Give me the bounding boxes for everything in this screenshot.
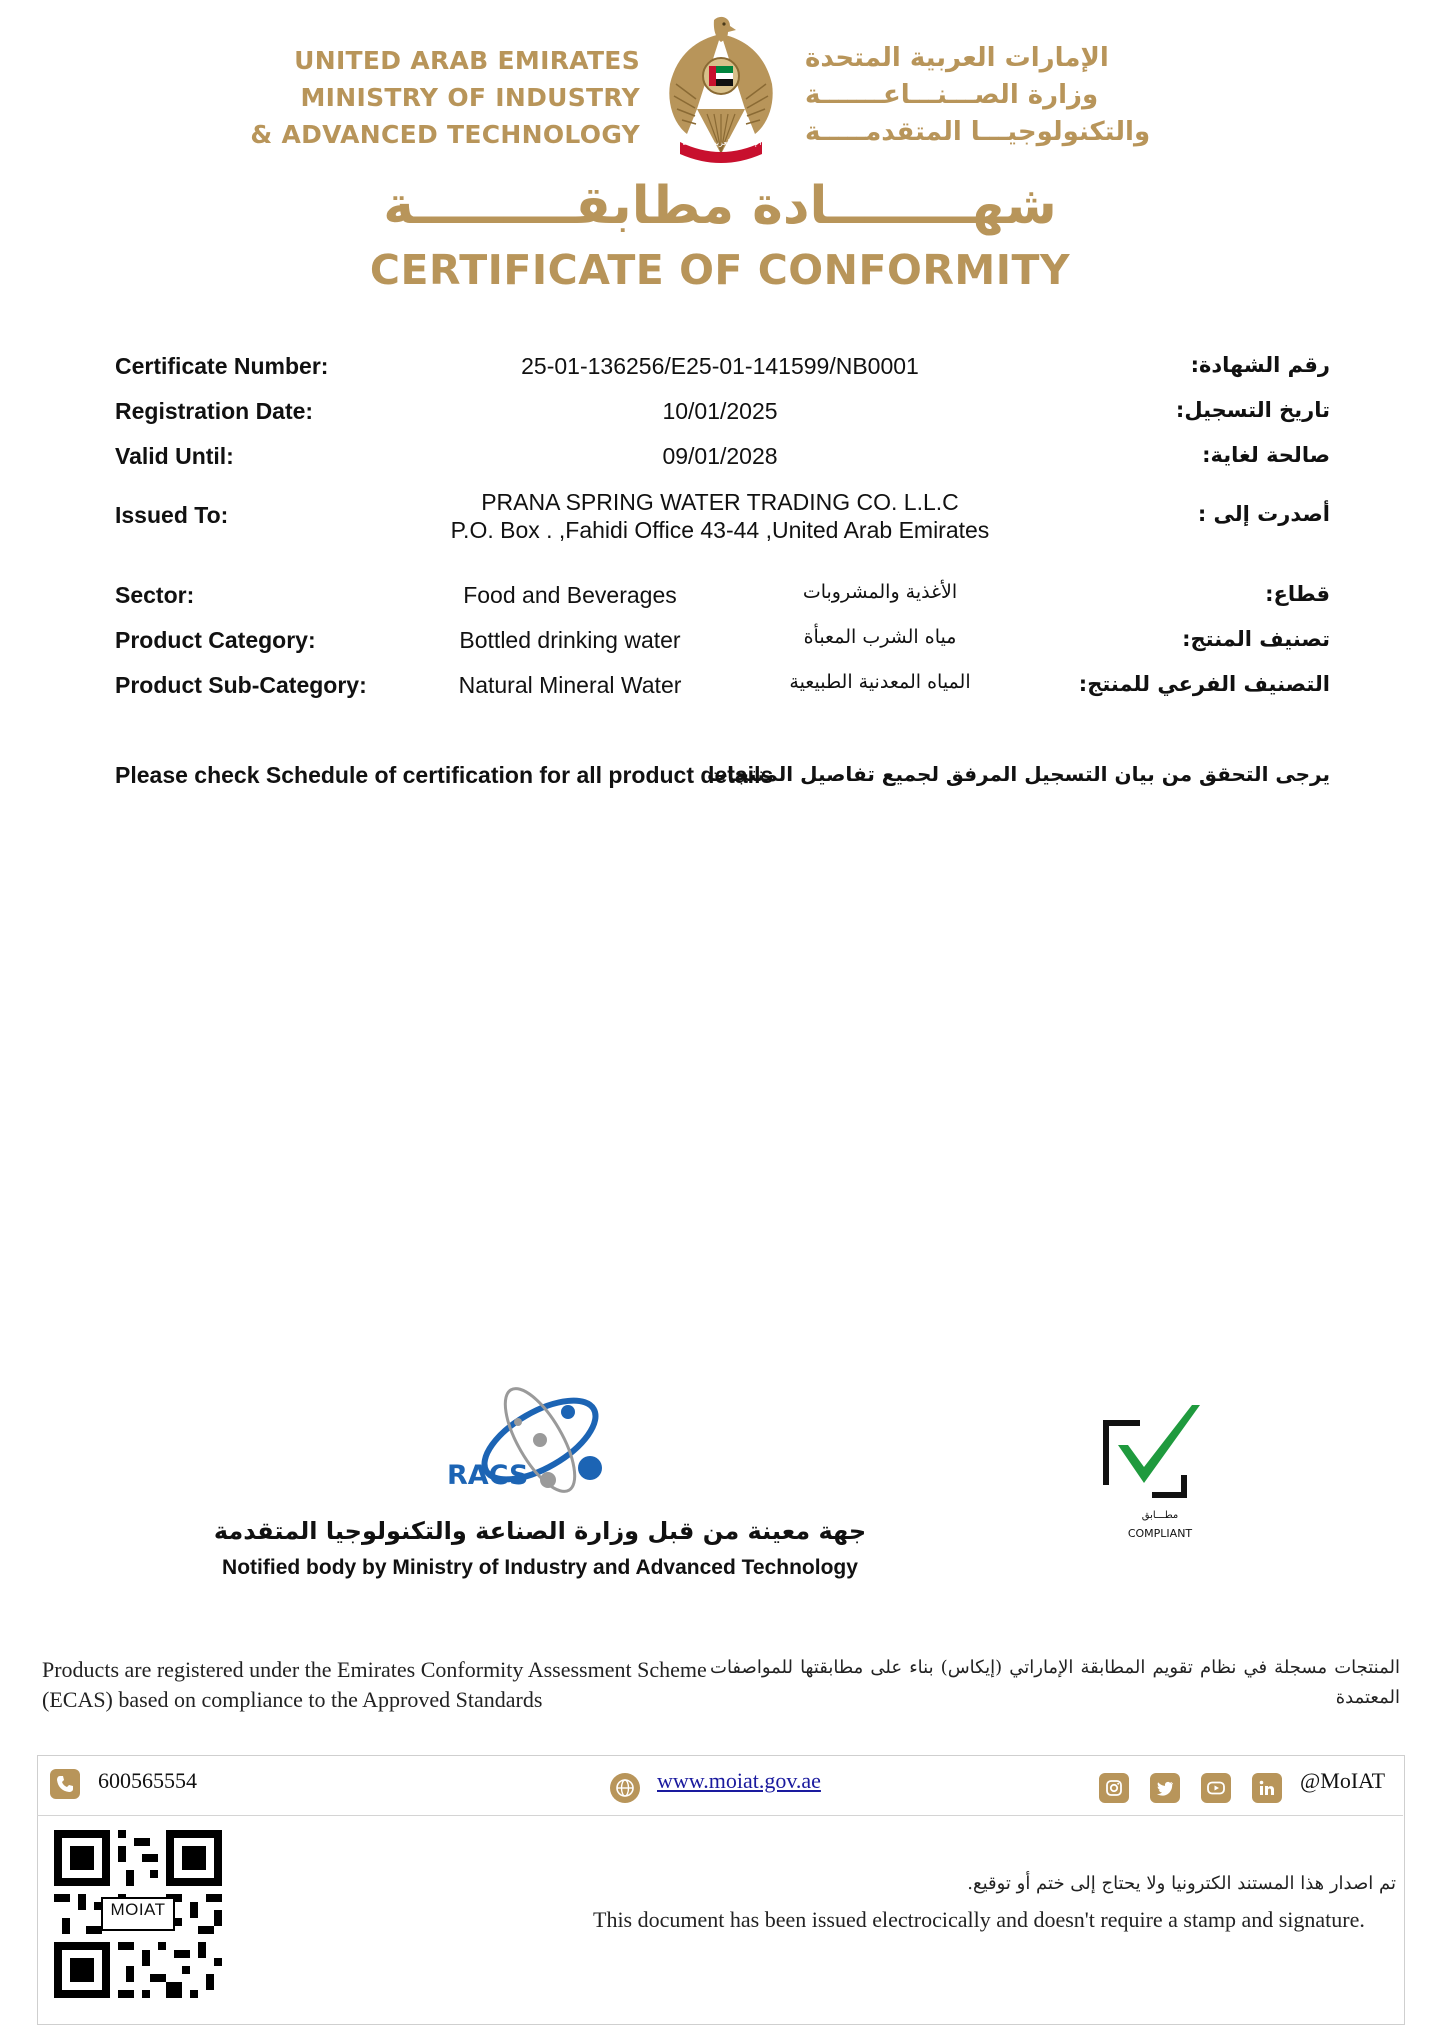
certificate-title-en: CERTIFICATE OF CONFORMITY [369,246,1071,294]
header-en-line1: UNITED ARAB EMIRATES [294,46,640,75]
certificate-title-ar: شهــــــــادة مطابقـــــــــة [383,176,1057,236]
ministry-name-en [250,42,640,153]
compliant-label-ar: مطـــابق [1141,1510,1179,1521]
sector-label: Sector: [115,582,195,608]
product-subcategory-value: Natural Mineral Water [458,672,682,698]
issued-to-line1: PRANA SPRING WATER TRADING CO. L.L.C [481,489,959,515]
registration-date-label-ar: تاريخ التسجيل: [1175,398,1330,422]
product-category-label-ar: تصنيف المنتج: [1182,627,1330,651]
footer-divider [37,1815,1403,1816]
product-category-label: Product Category: [115,627,316,653]
schedule-note-ar: يرجى التحقق من بيان التسجيل المرفق لجميع تفاصيل المنتجات [707,762,1330,786]
certificate-number-label: Certificate Number: [115,353,329,379]
globe-icon [610,1773,640,1803]
twitter-icon[interactable] [1150,1773,1180,1803]
ecas-statement-en: Products are registered under the Emirates Conformity Assessment Scheme (ECAS) based on compliance to the Approved Standards [42,1657,707,1712]
qr-label: MOIAT [110,1900,166,1919]
product-category-value: Bottled drinking water [459,627,681,653]
linkedin-icon[interactable] [1252,1773,1282,1803]
website-link[interactable]: www.moiat.gov.ae [657,1768,821,1793]
ministry-name-ar [805,40,1150,151]
issued-to-label: Issued To: [115,502,229,528]
registration-date-label: Registration Date: [115,398,314,424]
youtube-icon[interactable] [1201,1773,1231,1803]
sector-value: Food and Beverages [463,582,677,608]
signature-note-ar: تم اصدار هذا المستند الكترونيا ولا يحتاج إلى ختم أو توقيع. [967,1873,1396,1894]
issued-to-line2: P.O. Box . ,Fahidi Office 43-44 ,United Arab Emirates [450,517,990,543]
registration-date-value: 10/01/2025 [662,398,778,424]
valid-until-label-ar: صالحة لغاية: [1202,443,1330,467]
schedule-note-en: Please check Schedule of certification for all product details [115,762,774,788]
header-ar-line2: وزارة الصـــنـــاعـــــــة [805,80,1099,110]
phone-icon [50,1769,80,1799]
phone-number[interactable]: 600565554 [98,1768,197,1793]
issued-to-label-ar: أصدرت إلى : [1197,502,1330,526]
notified-body-ar: جهة معينة من قبل وزارة الصناعة والتكنولوجيا المتقدمة [213,1517,867,1545]
racs-text: RACS [447,1460,529,1491]
notified-body-en: Notified body by Ministry of Industry and Advanced Technology [222,1556,858,1579]
social-handle[interactable]: @MoIAT [1300,1768,1386,1793]
product-subcategory-value-ar: المياه المعدنية الطبيعية [789,671,971,693]
header-ar-line1: الإمارات العربية المتحدة [805,43,1109,73]
product-category-value-ar: مياه الشرب المعبأة [803,626,957,648]
header-ar-line3: والتكنولوجيـــا المتقدمـــــة [805,117,1151,147]
header-en-line2: MINISTRY OF INDUSTRY [300,83,640,112]
valid-until-value: 09/01/2028 [662,443,778,469]
product-subcategory-label: Product Sub-Category: [115,672,367,698]
product-subcategory-label-ar: التصنيف الفرعي للمنتج: [1078,672,1330,696]
certificate-number-value: 25-01-136256/E25-01-141599/NB0001 [521,353,919,379]
instagram-icon[interactable] [1099,1773,1129,1803]
header-en-line3: & ADVANCED TECHNOLOGY [250,120,640,149]
compliant-label-en: COMPLIANT [1127,1527,1193,1540]
compliant-checkmark-icon [1100,1405,1210,1545]
valid-until-label: Valid Until: [115,443,234,469]
emblem-ribbon-text: الإمارات العربية المتحدة [682,138,762,147]
sector-label-ar: قطاع: [1265,582,1330,606]
signature-note-en: This document has been issued electrocically and doesn't require a stamp and signature. [593,1907,1365,1932]
certificate-number-label-ar: رقم الشهادة: [1190,353,1330,377]
ecas-statement-ar: المنتجات مسجلة في نظام تقويم المطابقة الإماراتي (إيكاس) بناء على مطابقتها للمواصفات المعتمدة [710,1657,1400,1708]
sector-value-ar: الأغذية والمشروبات [802,581,958,603]
